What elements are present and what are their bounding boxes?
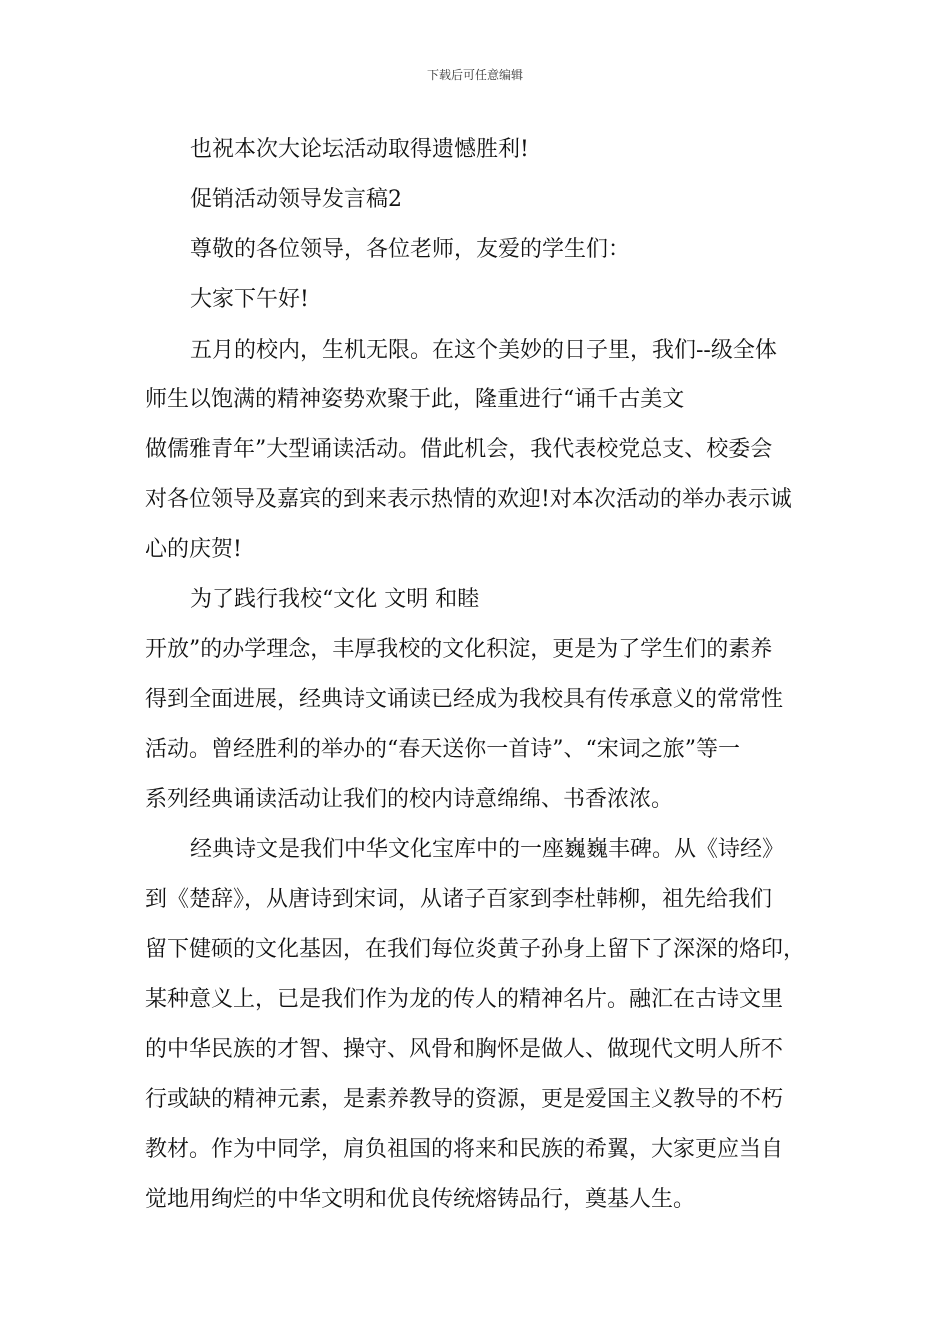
page-header: 下载后可任意编辑 bbox=[426, 68, 523, 82]
text-line: 系列经典诵读活动让我们的校内诗意绵绵、书香浓浓。 bbox=[145, 787, 674, 812]
text-line: 得到全面进展，经典诗文诵读已经成为我校具有传承意义的常常性 bbox=[145, 687, 784, 712]
text-line: 到《楚辞》，从唐诗到宋词，从诸子百家到李杜韩柳，祖先给我们 bbox=[145, 887, 773, 912]
text-line: 师生以饱满的精神姿势欢聚于此，隆重进行“诵千古美文 bbox=[145, 387, 685, 412]
text-line: 某种意义上，已是我们作为龙的传人的精神名片。融汇在古诗文里 bbox=[145, 987, 784, 1012]
greeting: 大家下午好! bbox=[190, 287, 309, 312]
text-line: 也祝本次大论坛活动取得遗憾胜利! bbox=[190, 137, 529, 162]
text-line: 五月的校内，生机无限。在这个美妙的日子里，我们--级全体 bbox=[190, 338, 777, 363]
section-title: 促销活动领导发言稿2 bbox=[190, 187, 402, 212]
text-line: 留下健硕的文化基因，在我们每位炎黄子孙身上留下了深深的烙印， bbox=[145, 937, 806, 962]
text-line: 活动。曾经胜利的举办的“春天送你一首诗”、“宋词之旅”等一 bbox=[145, 737, 740, 762]
text-line: 行或缺的精神元素，是素养教导的资源，更是爱国主义教导的不朽 bbox=[145, 1087, 784, 1112]
text-line: 教材。作为中同学，肩负祖国的将来和民族的希翼，大家更应当自 bbox=[145, 1137, 784, 1162]
text-line: 开放”的办学理念，丰厚我校的文化积淀，更是为了学生们的素养 bbox=[145, 637, 773, 662]
text-line: 对各位领导及嘉宾的到来表示热情的欢迎!对本次活动的举办表示诚 bbox=[145, 487, 792, 512]
text-line: 为了践行我校“文化 文明 和睦 bbox=[190, 587, 480, 612]
text-line: 经典诗文是我们中华文化宝库中的一座巍巍丰碑。从《诗经》 bbox=[190, 837, 785, 862]
text-line: 觉地用绚烂的中华文明和优良传统熔铸品行，奠基人生。 bbox=[145, 1187, 696, 1212]
text-line: 心的庆贺! bbox=[145, 537, 242, 562]
text-line: 做儒雅青年”大型诵读活动。借此机会，我代表校党总支、校委会 bbox=[145, 437, 773, 462]
salutation: 尊敬的各位领导，各位老师，友爱的学生们： bbox=[190, 237, 631, 262]
text-line: 的中华民族的才智、操守、风骨和胸怀是做人、做现代文明人所不 bbox=[145, 1037, 784, 1062]
